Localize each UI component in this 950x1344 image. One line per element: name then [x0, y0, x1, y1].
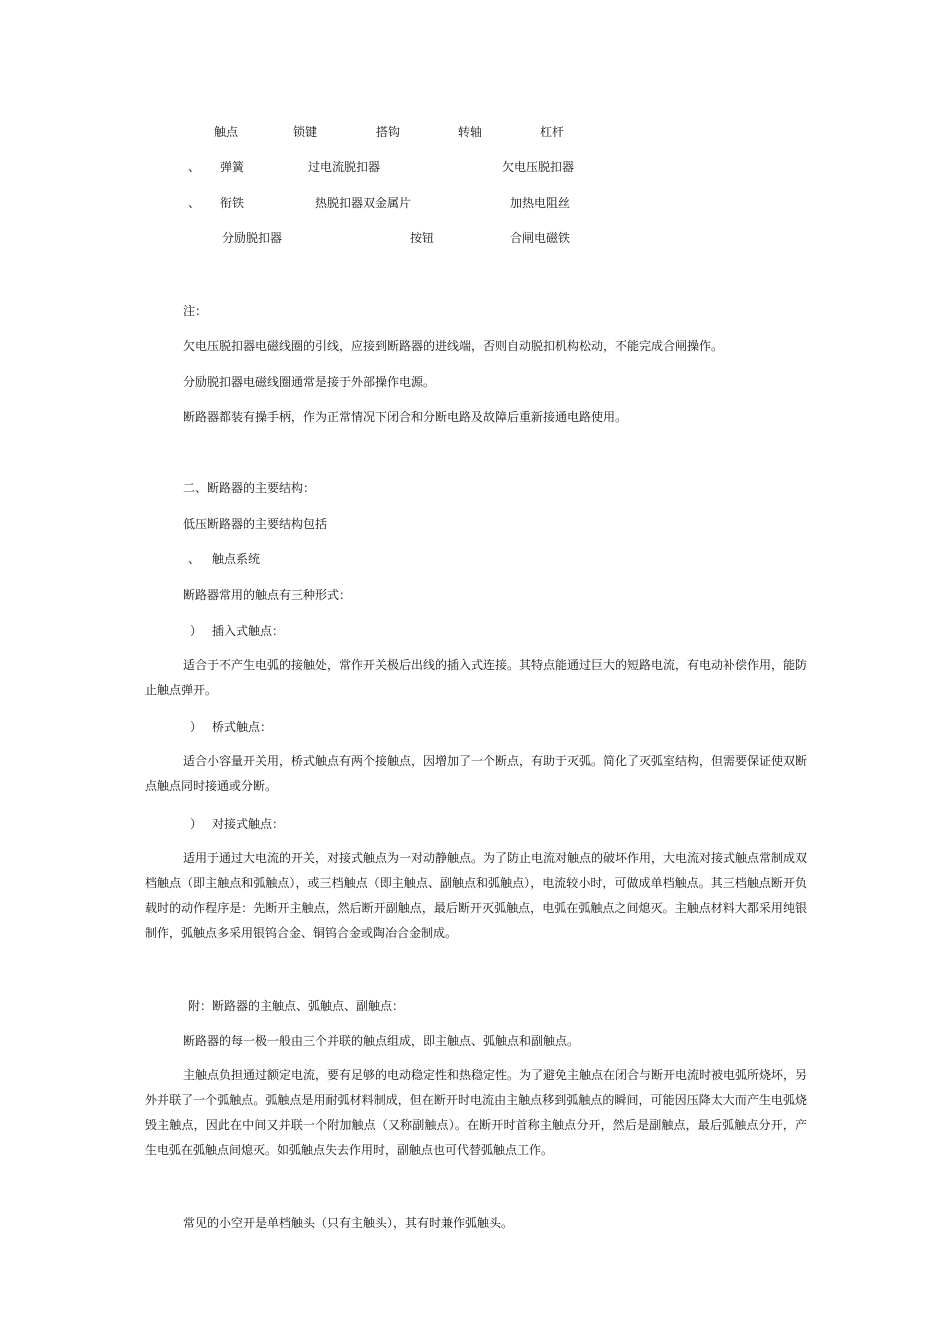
note-line: 分励脱扣器电磁线圈通常是接于外部操作电源。: [183, 375, 436, 389]
sub-heading: 插入式触点：: [212, 624, 285, 638]
label-armature: 衔铁: [220, 196, 245, 210]
paragraph: 断路器的每一极一般由三个并联的触点组成，即主触点、弧触点和副触点。: [183, 1034, 580, 1048]
paragraph: 主触点负担通过额定电流，要有足够的电动稳定性和热稳定性。为了避免主触点在闭合与断开电流时被电弧所烧坏，另外并联了一个弧触点。弧触点是用耐弧材料制成，但在断开时电流由主触点移到弧触点的瞬间，可能因压降太大而产生电弧烧毁主触点，因此在中间又并联一个附加触点（又称副触点）。在断开时首称主触点分开，然后是副触点，最后弧触点分开，产生电弧在弧触点间熄灭。如弧触点失去作用时，副触点也可代替弧触点工作。: [145, 1068, 808, 1157]
list-marker: ）: [190, 817, 203, 831]
label-heating-resistor: 加热电阻丝: [510, 196, 571, 210]
sub-heading: 桥式触点：: [212, 720, 273, 734]
label-button: 按钮: [410, 231, 435, 245]
paragraph: 常见的小空开是单档触头（只有主触头），其有时兼作弧触头。: [183, 1216, 514, 1230]
list-item-label: 触点系统: [212, 552, 261, 566]
label-contact: 触点: [214, 125, 239, 139]
label-closing-magnet: 合闸电磁铁: [510, 231, 571, 245]
paragraph: 适合小容量开关用，桥式触点有两个接触点，因增加了一个断点，有助于灭弧。简化了灭弧室结构，但需要保证使双断点触点同时接通或分断。: [145, 754, 808, 793]
label-shunt-release: 分励脱扣器: [222, 231, 283, 245]
label-undervoltage-release: 欠电压脱扣器: [502, 160, 575, 174]
paragraph: 适合于不产生电弧的接触处，常作开关极后出线的插入式连接。其特点能通过巨大的短路电流，有电动补偿作用，能防止触点弹开。: [145, 658, 808, 697]
note-line: 断路器都装有操手柄，作为正常情况下闭合和分断电路及故障后重新接通电路使用。: [183, 410, 628, 424]
label-lever: 杠杆: [540, 125, 565, 139]
label-shaft: 转轴: [458, 125, 483, 139]
label-thermal-bimetal: 热脱扣器双金属片: [315, 196, 412, 210]
notes-heading: 注：: [183, 304, 208, 318]
label-lock-key: 锁键: [293, 125, 318, 139]
label-hook: 搭钩: [376, 125, 401, 139]
list-marker: ）: [190, 624, 203, 638]
paragraph: 适用于通过大电流的开关，对接式触点为一对动静触点。为了防止电流对触点的破坏作用，大电流对接式触点常制成双档触点（即主触点和弧触点），或三档触点（即主触点、副触点和弧触点），电流较小时，可做成单档触点。其三档触点断开负载时的动作程序是：先断开主触点，然后断开副触点，最后断开灭弧触点，电弧在弧触点之间熄灭。主触点材料大都采用纯银制作，弧触点多采用银钨合金、铜钨合金或陶冶合金制成。: [145, 851, 808, 940]
section-heading: 二、断路器的主要结构：: [183, 481, 316, 495]
label-marker: 、: [188, 196, 201, 210]
list-marker: 、: [188, 552, 201, 566]
list-marker: ）: [190, 720, 203, 734]
label-spring: 弹簧: [220, 160, 245, 174]
label-marker: 、: [188, 160, 201, 174]
label-overcurrent-release: 过电流脱扣器: [308, 160, 381, 174]
paragraph: 断路器常用的触点有三种形式：: [183, 588, 352, 602]
appendix-heading: 附：断路器的主触点、弧触点、副触点：: [188, 999, 405, 1013]
note-line: 欠电压脱扣器电磁线圈的引线，应接到断路器的进线端，否则自动脱扣机构松动，不能完成合闸操作。: [183, 339, 724, 353]
sub-heading: 对接式触点：: [212, 817, 285, 831]
section-intro: 低压断路器的主要结构包括: [183, 517, 328, 531]
